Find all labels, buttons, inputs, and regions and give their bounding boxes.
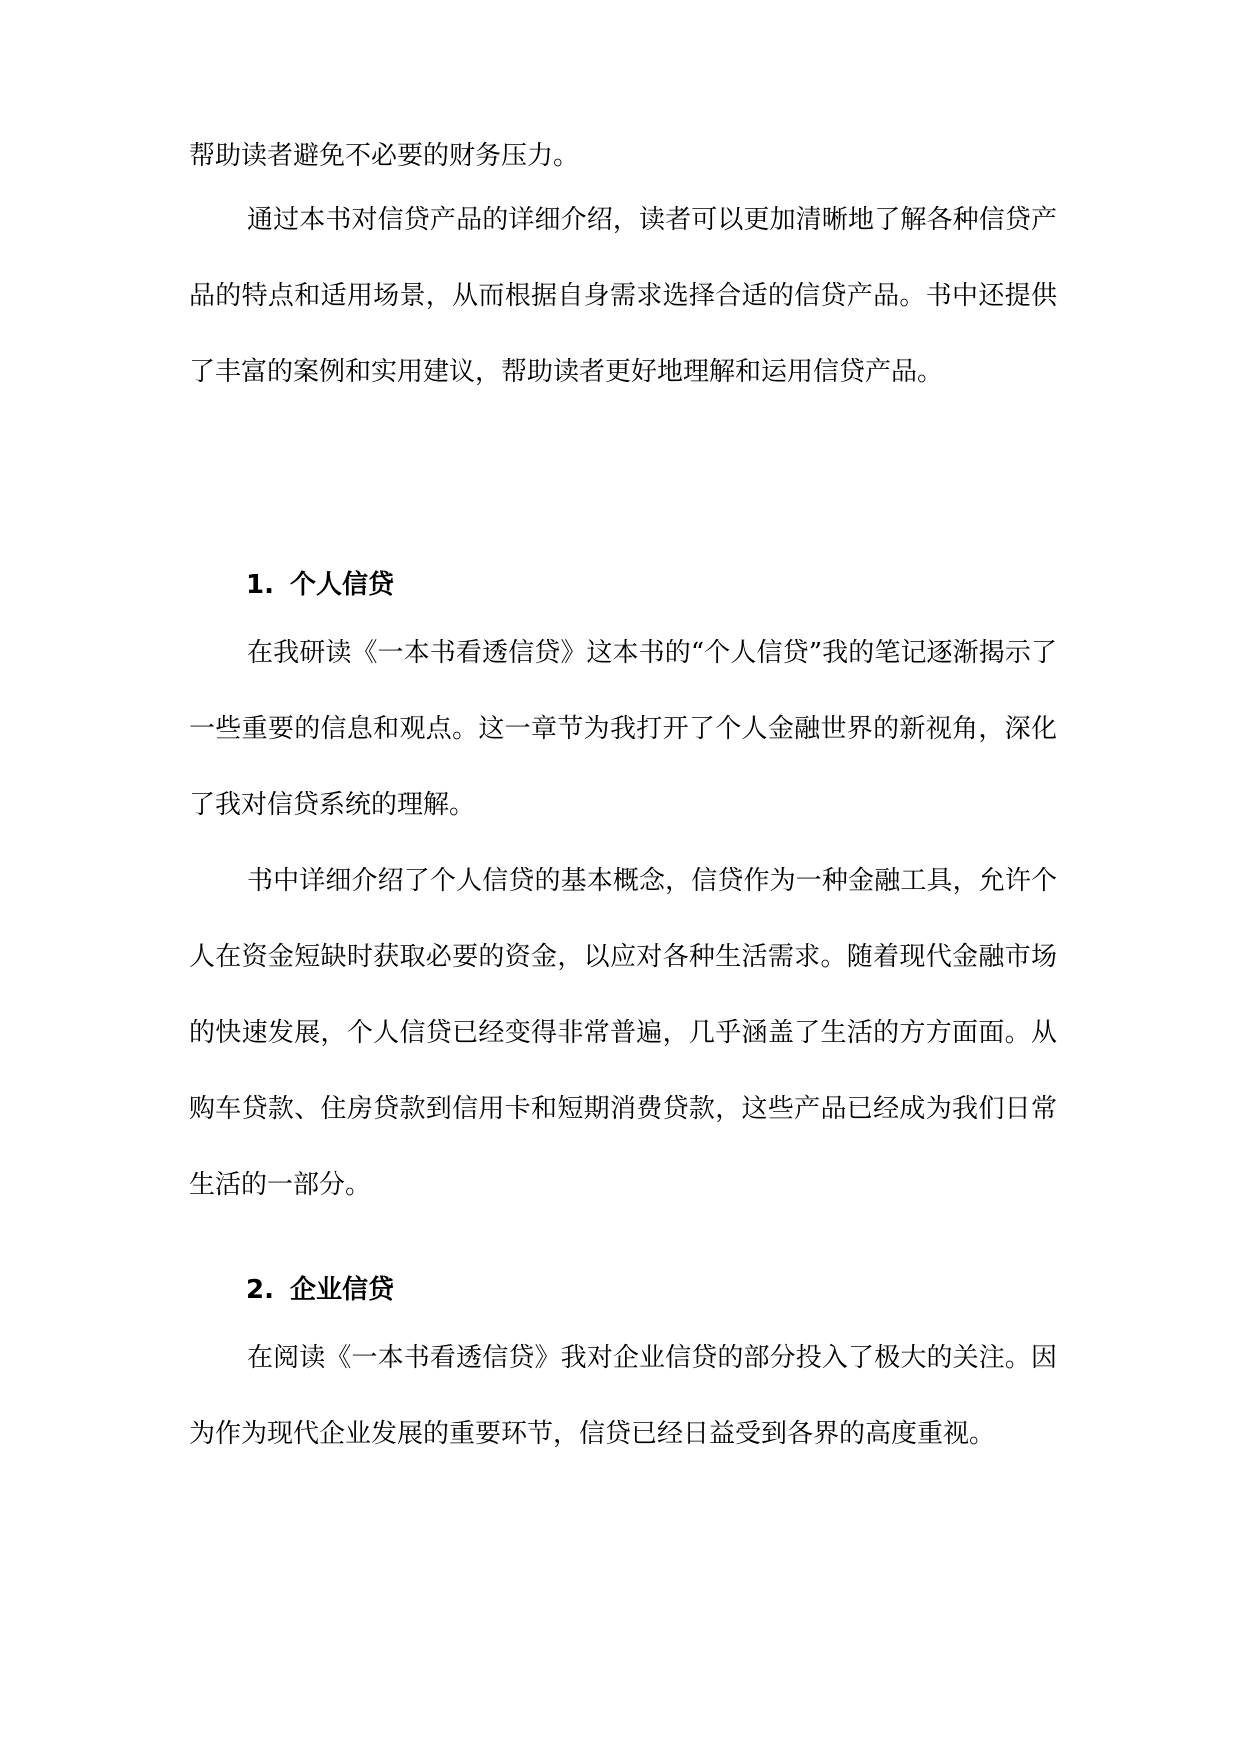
paragraph-personal-credit-1: 在我研读《一本书看透信贷》这本书的“个人信贷”我的笔记逐渐揭示了一些重要的信息和观点。这一章节为我打开了个人金融世界的新视角，深化了我对信贷系统的理解。	[189, 638, 1057, 820]
paragraph-continuation: 帮助读者避免不必要的财务压力。	[189, 141, 580, 171]
section-number: 2.	[246, 1275, 274, 1305]
paragraph-intro: 通过本书对信贷产品的详细介绍，读者可以更加清晰地了解各种信贷产品的特点和适用场景，从而根据自身需求选择合适的信贷产品。书中还提供了丰富的案例和实用建议，帮助读者更好地理解和运用信贷产品。	[189, 205, 1057, 387]
paragraph-personal-credit-2: 书中详细介绍了个人信贷的基本概念，信贷作为一种金融工具，允许个人在资金短缺时获取必要的资金，以应对各种生活需求。随着现代金融市场的快速发展，个人信贷已经变得非常普遍，几乎涵盖了生活的方方面面。从购车贷款、住房贷款到信用卡和短期消费贷款，这些产品已经成为我们日常生活的一部分。	[189, 866, 1057, 1200]
section-title: 企业信贷	[290, 1275, 395, 1305]
section-heading-personal-credit	[246, 565, 946, 605]
section-number: 1.	[246, 570, 274, 600]
section-heading-corporate-credit	[246, 1270, 946, 1310]
section-title: 个人信贷	[290, 570, 395, 600]
paragraph-corporate-credit-1: 在阅读《一本书看透信贷》我对企业信贷的部分投入了极大的关注。因为作为现代企业发展的重要环节，信贷已经日益受到各界的高度重视。	[189, 1343, 1057, 1449]
